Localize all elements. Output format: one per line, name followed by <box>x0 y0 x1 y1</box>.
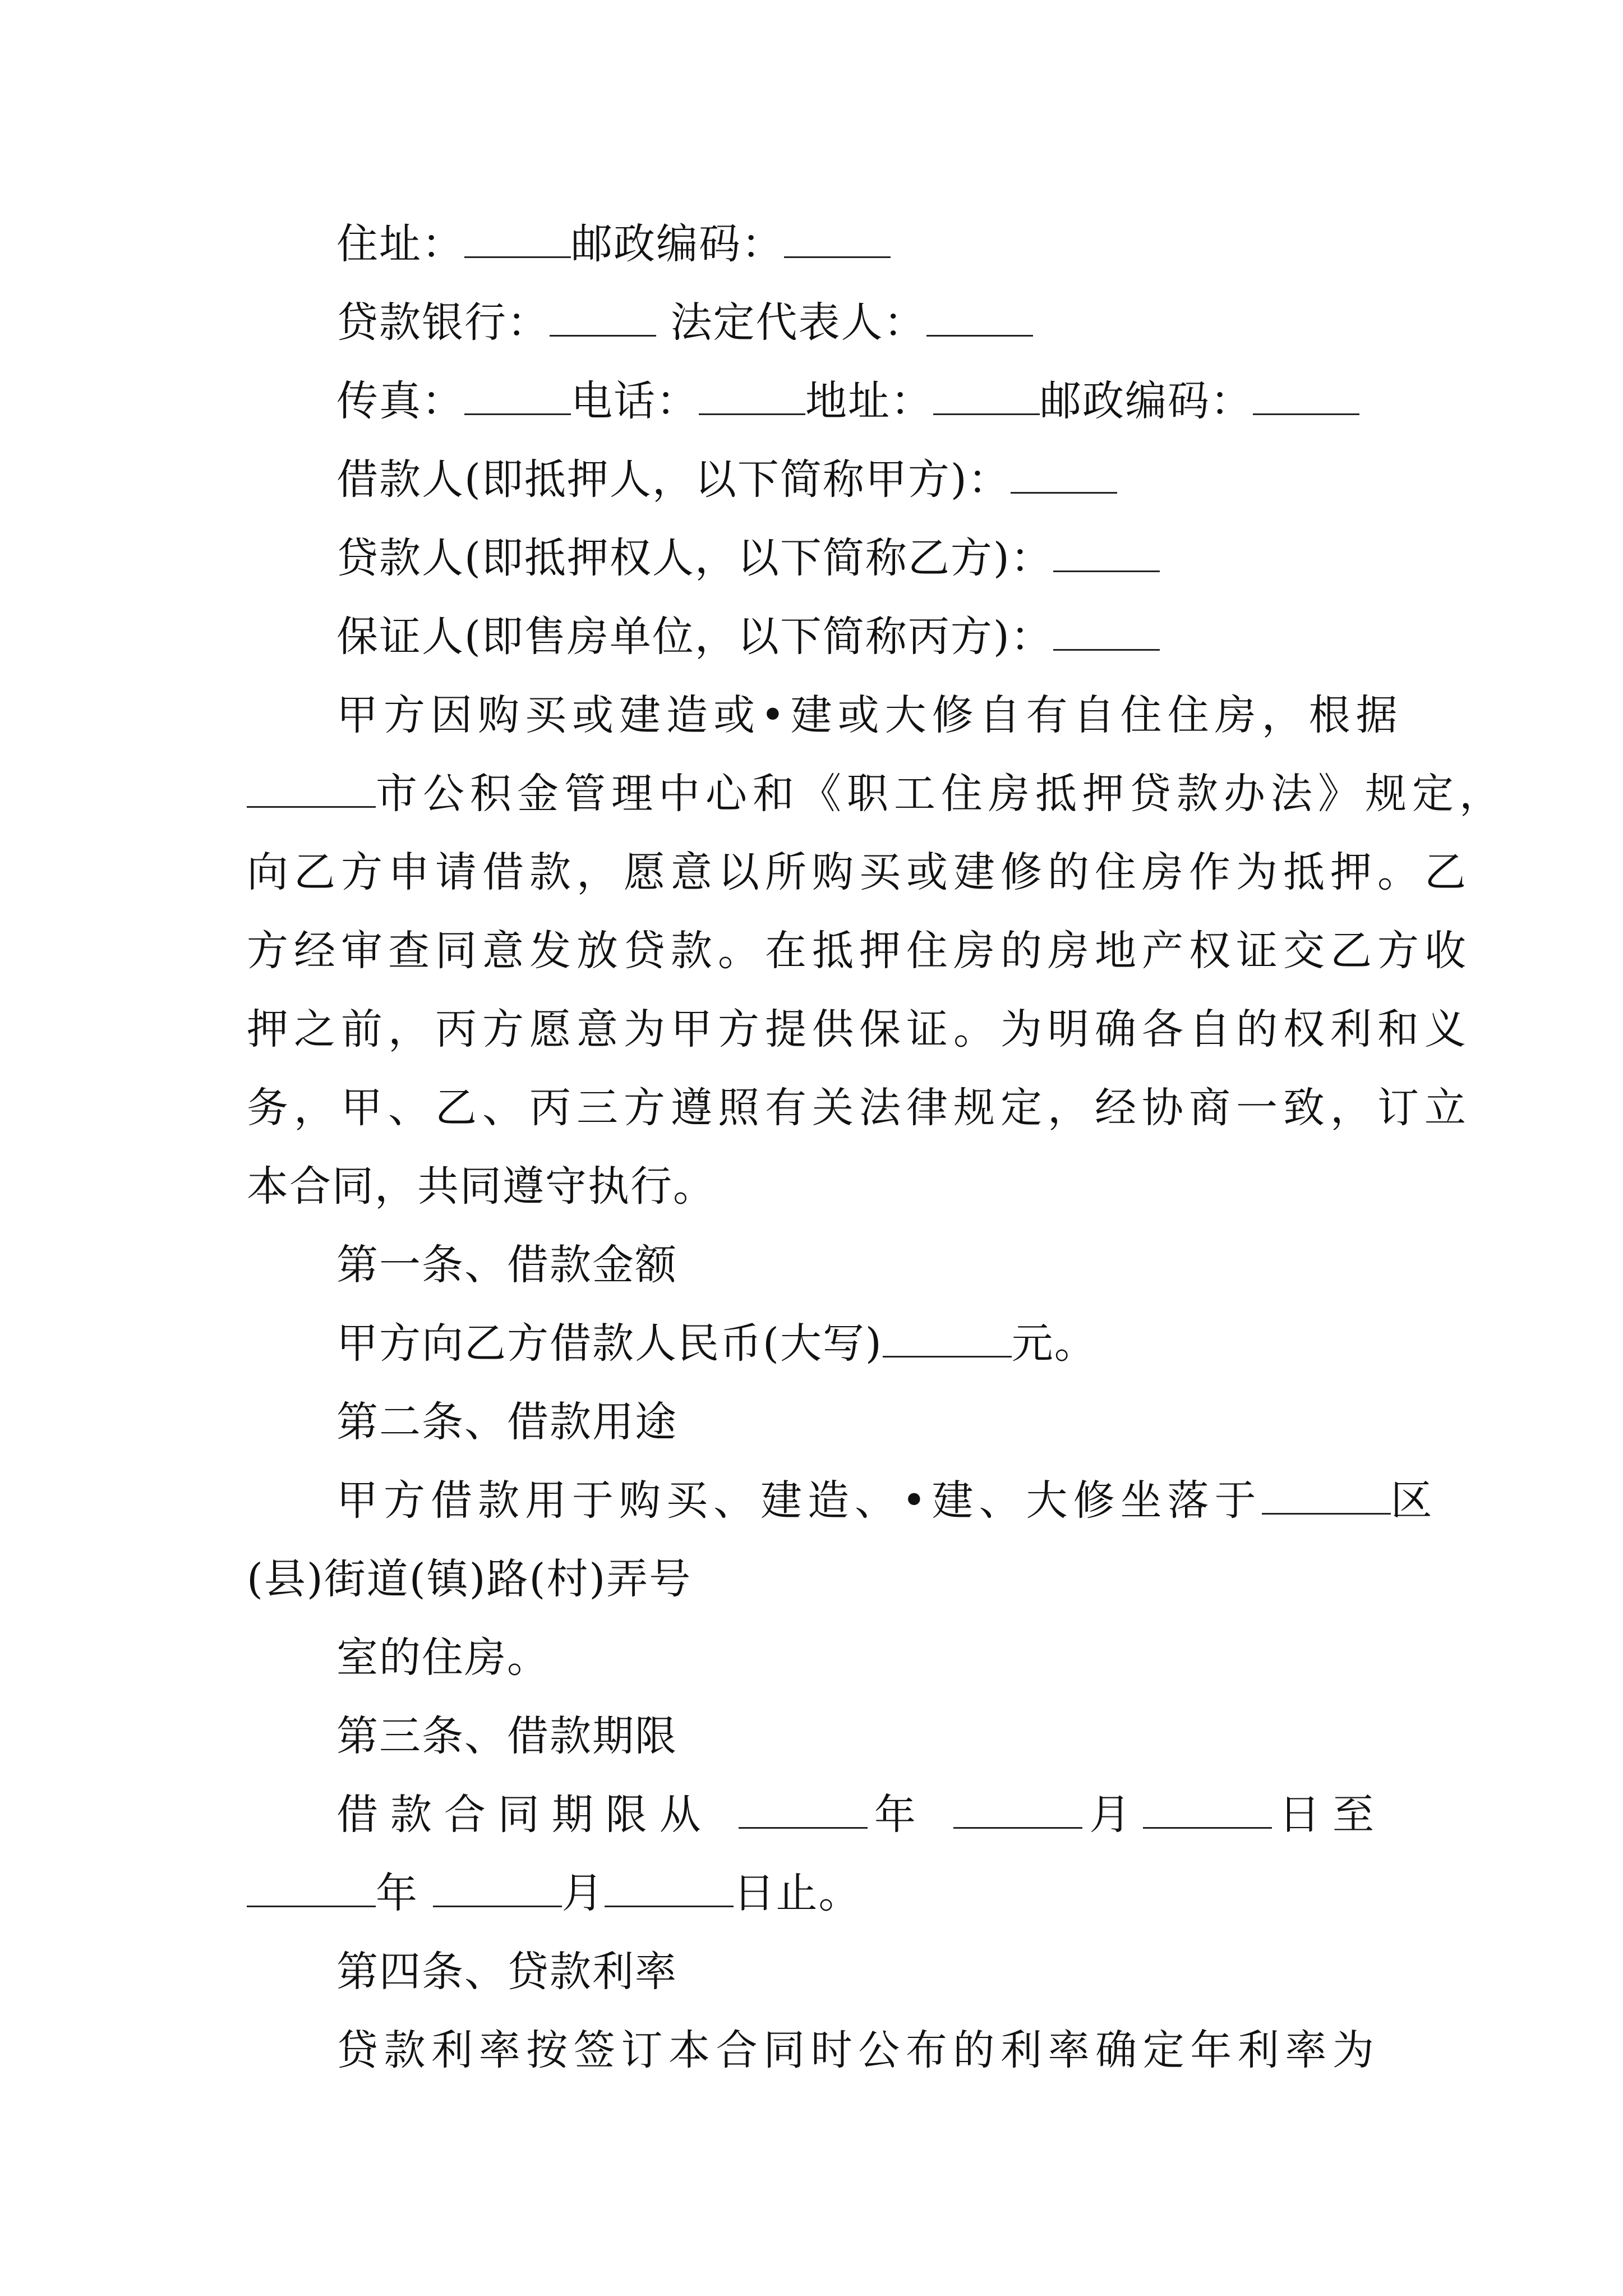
end-year-blank <box>247 1869 376 1907</box>
lender-line <box>336 519 1380 597</box>
preamble-line-2-text: 市公积金管理中心和《职工住房抵押贷款办法》规定， <box>376 770 1506 818</box>
article2-text-before: 甲方借款用于购买、建造、•建、大修坐落于 <box>336 1476 1262 1525</box>
start-year-blank <box>739 1790 868 1829</box>
postcode-label: 邮政编码： <box>571 220 784 268</box>
end-month-label: 月 <box>561 1869 605 1917</box>
end-year-label: 年 <box>376 1869 418 1917</box>
guarantor-label: 保证人(即售房单位，以下简称丙方)： <box>336 613 1053 661</box>
start-month-label: 月 <box>1082 1791 1144 1839</box>
lender-label: 贷款人(即抵押权人，以下简称乙方)： <box>336 534 1053 582</box>
address2-blank <box>933 376 1040 415</box>
article2-line-2: (县)街道(镇)路(村)弄号 <box>247 1555 692 1603</box>
article2-text-after: 区 <box>1390 1476 1438 1525</box>
start-month-blank <box>953 1790 1082 1829</box>
article1-text <box>336 1304 1380 1383</box>
article3-title: 第三条、借款期限 <box>336 1712 677 1760</box>
article3-text <box>336 1775 1380 1854</box>
preamble-line-5: 押之前，丙方愿意为甲方提供保证。为明确各自的权利和义 <box>247 1005 1472 1053</box>
article3-text-start: 借款合同期限从 <box>336 1791 713 1839</box>
preamble-line-7: 本合同，共同遵守执行。 <box>247 1162 716 1211</box>
article2-line-3: 室的住房。 <box>336 1634 550 1682</box>
phone-blank <box>699 376 805 415</box>
fax-blank <box>464 376 571 415</box>
preamble-line-6: 务，甲、乙、丙三方遵照有关法律规定，经协商一致，订立 <box>247 1084 1472 1132</box>
address-postcode-line <box>336 205 1380 283</box>
article2-text <box>336 1461 1438 1540</box>
address2-label: 地址： <box>805 377 933 425</box>
preamble-line-1: 甲方因购买或建造或•建或大修自有自住住房，根据 <box>336 691 1403 739</box>
end-month-blank <box>433 1869 562 1907</box>
guarantor-line <box>336 597 1380 676</box>
article3-line-2 <box>247 1854 1380 1932</box>
contact-line <box>336 362 1380 440</box>
end-day-blank <box>605 1869 734 1907</box>
preamble-line-2 <box>247 754 1506 833</box>
guarantor-blank <box>1053 612 1160 651</box>
article2-title: 第二条、借款用途 <box>336 1398 677 1446</box>
article1-title: 第一条、借款金额 <box>336 1241 677 1289</box>
lending-bank-label: 贷款银行： <box>336 298 550 347</box>
end-day-label: 日止。 <box>733 1869 861 1917</box>
amount-blank <box>883 1319 1012 1358</box>
address-blank <box>464 219 571 258</box>
lender-blank <box>1053 533 1160 572</box>
borrower-label: 借款人(即抵押人，以下简称甲方)： <box>336 455 1011 504</box>
address-label: 住址： <box>336 220 464 268</box>
preamble-line-3: 向乙方申请借款，愿意以所购买或建修的住房作为抵押。乙 <box>247 848 1472 896</box>
article4-text: 贷款利率按签订本合同时公布的利率确定年利率为 <box>336 2026 1380 2074</box>
borrower-line <box>336 440 1380 519</box>
start-day-label: 日至 <box>1272 1791 1380 1839</box>
postcode-blank <box>784 219 891 258</box>
article1-text-before: 甲方向乙方借款人民币(大写) <box>336 1319 883 1368</box>
lending-bank-blank <box>550 298 656 337</box>
borrower-blank <box>1011 455 1117 494</box>
bank-line <box>336 283 1380 362</box>
district-blank <box>1262 1476 1391 1515</box>
preamble-line-4: 方经审查同意发放贷款。在抵押住房的房地产权证交乙方收 <box>247 927 1472 975</box>
start-day-blank <box>1143 1790 1272 1829</box>
fax-label: 传真： <box>336 377 464 425</box>
postcode2-blank <box>1253 376 1359 415</box>
phone-label: 电话： <box>571 377 699 425</box>
postcode2-label: 邮政编码： <box>1040 377 1253 425</box>
legal-rep-label: 法定代表人： <box>670 298 926 347</box>
city-blank <box>247 769 376 808</box>
article1-text-after: 元。 <box>1011 1319 1097 1368</box>
article4-title: 第四条、贷款利率 <box>336 1948 677 1996</box>
legal-rep-blank <box>926 298 1033 337</box>
start-year-label: 年 <box>867 1791 928 1839</box>
